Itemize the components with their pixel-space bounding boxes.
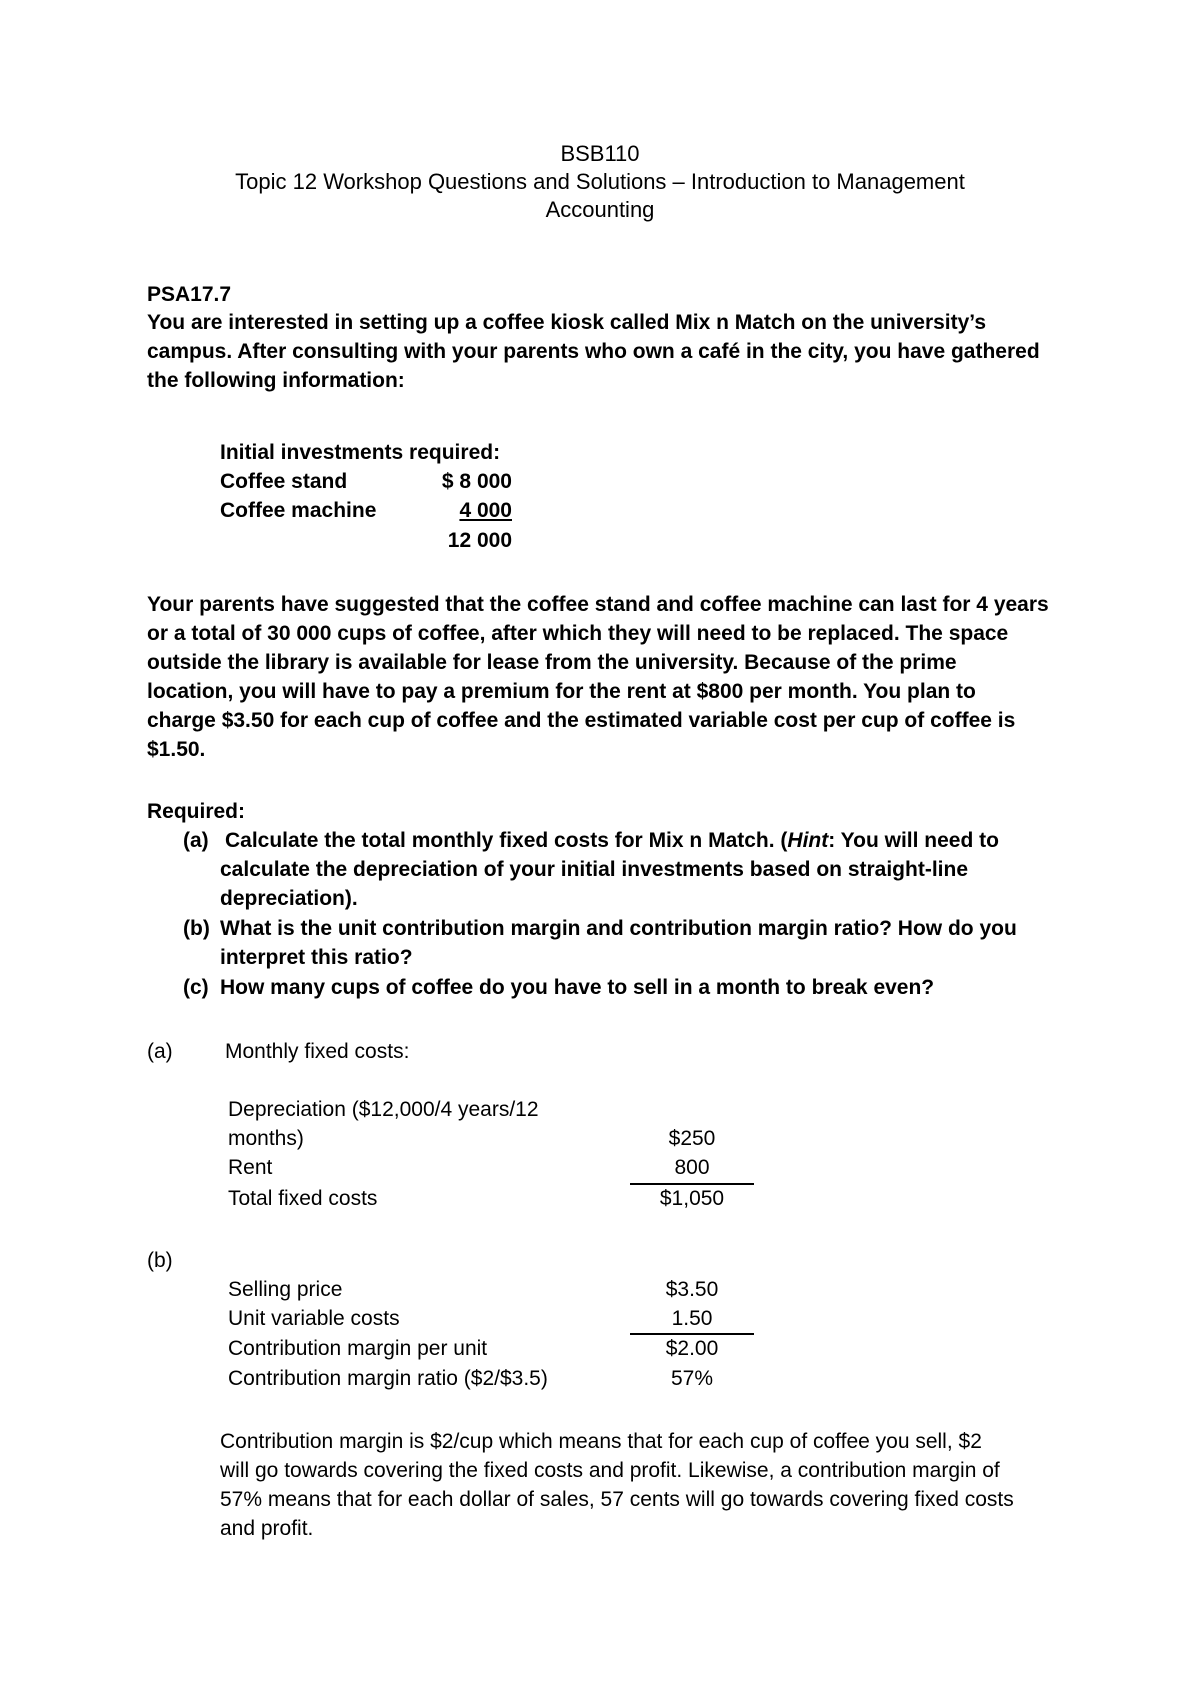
part-a-line: depreciation). xyxy=(220,887,358,910)
solution-a-heading: Monthly fixed costs: xyxy=(225,1040,410,1063)
part-a-tag: (a) xyxy=(183,829,209,852)
part-b-line: interpret this ratio? xyxy=(220,946,413,969)
margin-label: Selling price xyxy=(228,1278,343,1301)
margin-value: $2.00 xyxy=(665,1337,719,1360)
document-title-line-1: Topic 12 Workshop Questions and Solutions – Introduction to Management xyxy=(235,169,965,194)
margin-label: Unit variable costs xyxy=(228,1307,400,1330)
intro-line: campus. After consulting with your parents who own a café in the city, you have gathered xyxy=(147,340,1040,363)
investment-value: $ 8 000 xyxy=(441,470,512,493)
investment-total: 12 000 xyxy=(447,529,512,552)
detail-line: outside the library is available for lease from the university. Because of the prime xyxy=(147,651,957,674)
explanation-line: 57% means that for each dollar of sales, 57 cents will go towards covering fixed costs xyxy=(220,1488,1014,1511)
fixed-cost-label: Rent xyxy=(228,1156,273,1179)
margin-label: Contribution margin per unit xyxy=(228,1337,488,1360)
investments-heading: Initial investments required: xyxy=(220,441,501,464)
fixed-cost-label: months) xyxy=(228,1127,304,1150)
part-a-line xyxy=(225,826,999,855)
required-label: Required: xyxy=(147,800,246,823)
explanation-line: will go towards covering the fixed costs and profit. Likewise, a contribution margin of xyxy=(220,1459,1000,1482)
investment-label: Coffee machine xyxy=(220,499,377,522)
part-c-tag: (c) xyxy=(183,976,209,999)
part-a-text: Calculate the total monthly fixed costs for Mix n Match. ( xyxy=(225,829,788,852)
margin-value: $3.50 xyxy=(665,1278,719,1301)
explanation-line: Contribution margin is $2/cup which means that for each cup of coffee you sell, $2 xyxy=(220,1430,982,1453)
detail-line: location, you will have to pay a premium for the rent at $800 per month. You plan to xyxy=(147,680,976,703)
detail-line: Your parents have suggested that the coffee stand and coffee machine can last for 4 years xyxy=(147,593,1049,616)
part-a-text: : You will need to xyxy=(828,829,999,852)
fixed-cost-value: $250 xyxy=(668,1127,716,1150)
detail-line: $1.50. xyxy=(147,738,206,761)
fixed-cost-total-label: Total fixed costs xyxy=(228,1187,378,1210)
detail-line: charge $3.50 for each cup of coffee and the estimated variable cost per cup of coffee is xyxy=(147,709,1016,732)
margin-value: 57% xyxy=(670,1367,714,1390)
question-id: PSA17.7 xyxy=(147,283,232,306)
solution-a-tag: (a) xyxy=(147,1040,173,1063)
solution-b-tag: (b) xyxy=(147,1249,173,1272)
hint-word: Hint xyxy=(787,829,829,852)
investment-value: 4 000 xyxy=(459,499,512,522)
intro-line: You are interested in setting up a coffee kiosk called Mix n Match on the university’s xyxy=(147,311,987,334)
margin-label: Contribution margin ratio ($2/$3.5) xyxy=(228,1367,548,1390)
explanation-line: and profit. xyxy=(220,1517,314,1540)
document-title-line-2: Accounting xyxy=(545,197,655,222)
margin-value: 1.50 xyxy=(671,1307,713,1330)
part-c-line: How many cups of coffee do you have to sell in a month to break even? xyxy=(220,976,935,999)
fixed-cost-total-value: $1,050 xyxy=(659,1187,725,1210)
intro-line: the following information: xyxy=(147,369,405,392)
fixed-cost-label: Depreciation ($12,000/4 years/12 xyxy=(228,1098,539,1121)
part-b-line: What is the unit contribution margin and contribution margin ratio? How do you xyxy=(220,917,1017,940)
investment-label: Coffee stand xyxy=(220,470,348,493)
part-b-tag: (b) xyxy=(183,917,210,940)
course-code: BSB110 xyxy=(560,141,640,166)
part-a-line: calculate the depreciation of your initial investments based on straight-line xyxy=(220,858,968,881)
fixed-cost-value: 800 xyxy=(674,1156,710,1179)
detail-line: or a total of 30 000 cups of coffee, after which they will need to be replaced. The space xyxy=(147,622,1009,645)
